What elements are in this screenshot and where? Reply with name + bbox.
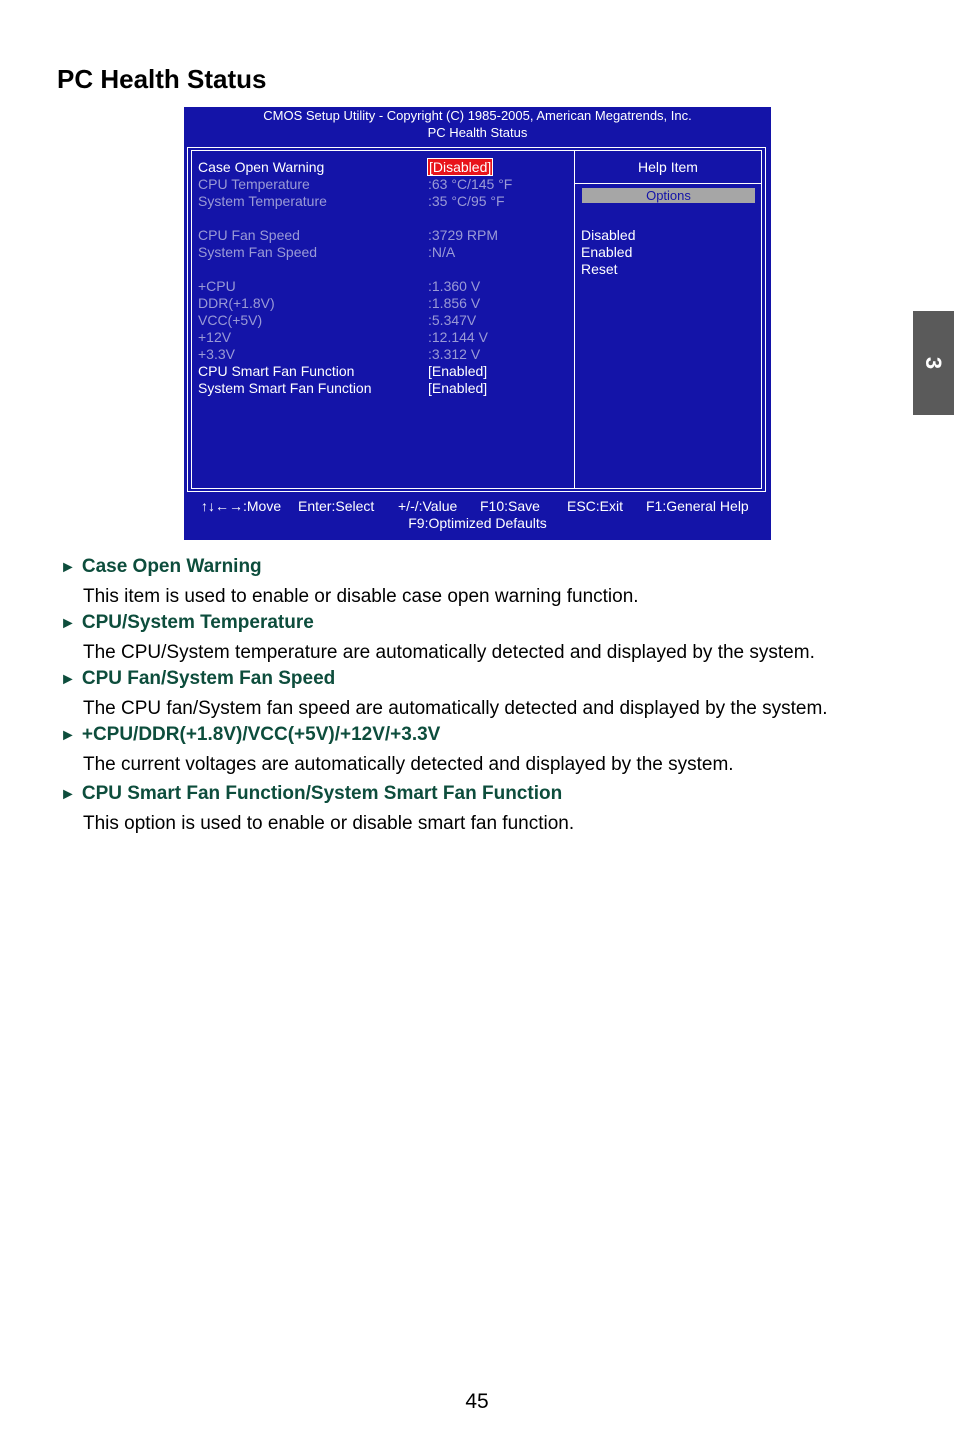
- bios-copyright: CMOS Setup Utility - Copyright (C) 1985-2005, American Megatrends, Inc.: [263, 108, 692, 123]
- key-exit: ESC:Exit: [567, 498, 624, 514]
- bios-page-title: PC Health Status: [427, 125, 528, 140]
- setting-value[interactable]: [Enabled]: [428, 380, 488, 396]
- setting-system-smart-fan[interactable]: [198, 380, 568, 397]
- key-defaults: F9:Optimized Defaults: [408, 515, 547, 531]
- help-item-title: Help Item: [575, 151, 761, 184]
- item-description: The current voltages are automatically detected and displayed by the system.: [83, 754, 734, 775]
- setting-label: +CPU: [198, 278, 236, 294]
- setting-value: :N/A: [428, 244, 456, 260]
- bios-header: [184, 107, 771, 141]
- key-select: Enter:Select: [298, 498, 375, 514]
- help-option[interactable]: Enabled: [581, 244, 633, 260]
- setting-ddr-voltage: [198, 295, 568, 312]
- bios-key-legend: [184, 498, 771, 532]
- key-save: F10:Save: [480, 498, 540, 514]
- setting-12v-voltage: [198, 329, 568, 346]
- setting-case-open-warning[interactable]: [198, 159, 568, 176]
- key-move: ↑↓←→:Move: [201, 498, 282, 514]
- item-heading-smart-fan: ► CPU Smart Fan Function/System Smart Fan Function: [60, 783, 563, 804]
- key-help: F1:General Help: [646, 498, 749, 514]
- page-number: 45: [465, 1390, 489, 1413]
- setting-value[interactable]: [Enabled]: [428, 363, 488, 379]
- settings-list: [198, 159, 568, 397]
- setting-value-selected[interactable]: [Disabled]: [429, 159, 492, 175]
- chapter-tab: [913, 311, 954, 415]
- item-description: The CPU/System temperature are automatically detected and displayed by the system.: [83, 642, 815, 663]
- setting-label: CPU Smart Fan Function: [198, 363, 355, 379]
- help-options-list: [581, 227, 635, 278]
- setting-value: :12.144 V: [428, 329, 488, 345]
- setting-label: VCC(+5V): [198, 312, 263, 328]
- help-option[interactable]: Disabled: [581, 227, 636, 243]
- bios-screen: [184, 107, 771, 540]
- setting-system-fan-speed: [198, 244, 568, 261]
- setting-value: :5.347V: [428, 312, 477, 328]
- setting-label: CPU Fan Speed: [198, 227, 300, 243]
- item-description: This option is used to enable or disable smart fan function.: [83, 813, 575, 834]
- item-heading-case-open: ► Case Open Warning: [60, 556, 262, 577]
- bios-inner-frame: [191, 150, 762, 489]
- setting-label: System Fan Speed: [198, 244, 318, 260]
- setting-value: :1.360 V: [428, 278, 481, 294]
- row-spacer: [198, 261, 568, 278]
- setting-value: :3729 RPM: [428, 227, 499, 243]
- setting-system-temperature: [198, 193, 568, 210]
- options-bar: Options: [582, 188, 755, 203]
- setting-value: :63 °C/145 °F: [428, 176, 513, 192]
- setting-label: +3.3V: [198, 346, 235, 362]
- setting-value: :1.856 V: [428, 295, 481, 311]
- chapter-number: 3: [921, 356, 947, 370]
- key-value: +/-/:Value: [398, 498, 458, 514]
- setting-label: System Smart Fan Function: [198, 380, 372, 396]
- setting-cpu-fan-speed: [198, 227, 568, 244]
- setting-cpu-voltage: [198, 278, 568, 295]
- setting-label: Case Open Warning: [198, 159, 325, 175]
- help-option[interactable]: Reset: [581, 261, 618, 277]
- setting-vcc-voltage: [198, 312, 568, 329]
- setting-value: :35 °C/95 °F: [428, 193, 505, 209]
- item-heading-voltages: ► +CPU/DDR(+1.8V)/VCC(+5V)/+12V/+3.3V: [60, 724, 441, 745]
- setting-cpu-temperature: [198, 176, 568, 193]
- setting-3v3-voltage: [198, 346, 568, 363]
- item-description: The CPU fan/System fan speed are automatically detected and displayed by the system.: [83, 698, 828, 719]
- setting-label: CPU Temperature: [198, 176, 310, 192]
- setting-label: DDR(+1.8V): [198, 295, 275, 311]
- setting-value: :3.312 V: [428, 346, 481, 362]
- setting-cpu-smart-fan[interactable]: [198, 363, 568, 380]
- item-heading-temperature: ► CPU/System Temperature: [60, 612, 314, 633]
- row-spacer: [198, 210, 568, 227]
- setting-label: System Temperature: [198, 193, 327, 209]
- bios-frame: [187, 147, 766, 492]
- setting-label: +12V: [198, 329, 232, 345]
- panel-divider: [574, 151, 575, 488]
- item-heading-fan-speed: ► CPU Fan/System Fan Speed: [60, 668, 336, 689]
- item-description: This item is used to enable or disable case open warning function.: [83, 586, 639, 607]
- page-title: PC Health Status: [57, 64, 267, 94]
